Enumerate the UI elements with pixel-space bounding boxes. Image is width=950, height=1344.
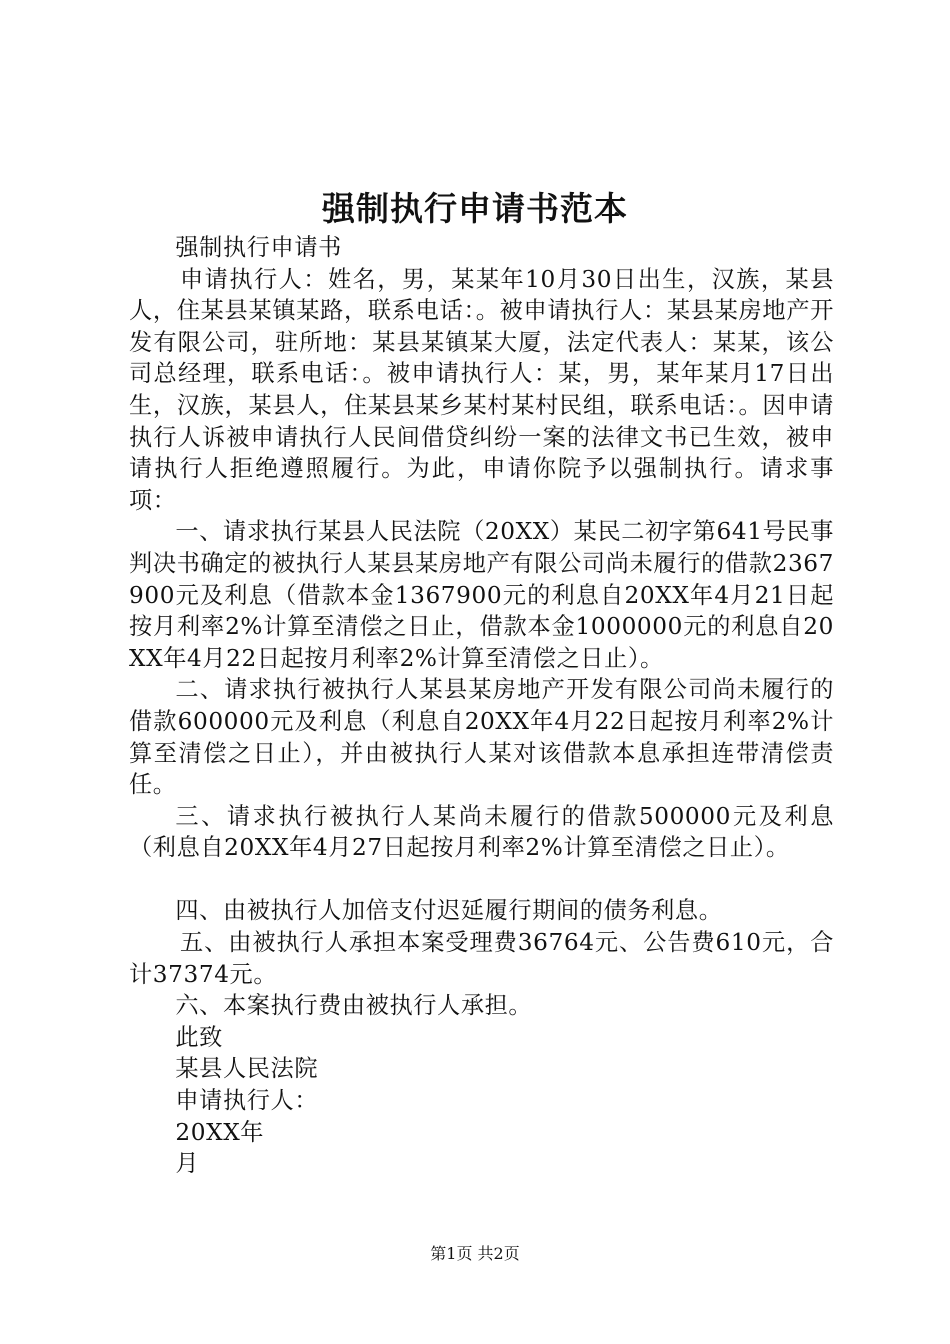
- date-year: 20XX年: [175, 1118, 265, 1146]
- date-month: 月: [175, 1150, 200, 1178]
- request-item-5: 五、由被执行人承担本案受理费36764元、公告费610元，合计37374元。: [129, 929, 834, 988]
- request-item-3: 三、请求执行被执行人某尚未履行的借款500000元及利息（利息自20XX年4月27日起按月利率2%计算至清偿之日止）。: [129, 802, 834, 862]
- court-name: 某县人民法院: [175, 1055, 319, 1083]
- document-title: 强制执行申请书范本: [322, 189, 628, 228]
- request-item-1: 一、请求执行某县人民法院（20XX）某民二初字第641号民事判决书确定的被执行人某县某房地产有限公司尚未履行的借款2367900元及利息（借款本金1367900元的利息自20XX年4月21日起按月利率2%计算至清偿之日止，借款本金1000000元的利息自20XX年4月22日起按月利率2%计算至清偿之日止）。: [129, 518, 834, 672]
- salutation: 此致: [175, 1023, 223, 1051]
- request-item-4: 四、由被执行人加倍支付迟延履行期间的债务利息。: [175, 897, 723, 925]
- intro-paragraph: 申请执行人：姓名，男，某某年10月30日出生，汉族，某县人，住某县某镇某路，联系电话：。被申请执行人：某县某房地产开发有限公司，驻所地：某县某镇某大厦，法定代表人：某某，该公司总经理，联系电话：。被申请执行人：某，男，某年某月17日出生，汉族，某县人，住某县某乡某村某村民组，联系电话：。因申请执行人诉被申请执行人民间借贷纠纷一案的法律文书已生效，被申请执行人拒绝遵照履行。为此，申请你院予以强制执行。请求事项：: [129, 265, 834, 514]
- applicant-signature-label: 申请执行人：: [175, 1087, 319, 1115]
- page-footer: 第1页 共2页: [430, 1244, 520, 1263]
- request-item-2: 二、请求执行被执行人某县某房地产开发有限公司尚未履行的借款600000元及利息（利息自20XX年4月22日起按月利率2%计算至清偿之日止），并由被执行人某对该借款本息承担连带清偿责任。: [129, 676, 834, 799]
- request-item-6: 六、本案执行费由被执行人承担。: [175, 992, 533, 1020]
- document-body: [129, 232, 834, 1180]
- document-heading: 强制执行申请书: [175, 234, 342, 261]
